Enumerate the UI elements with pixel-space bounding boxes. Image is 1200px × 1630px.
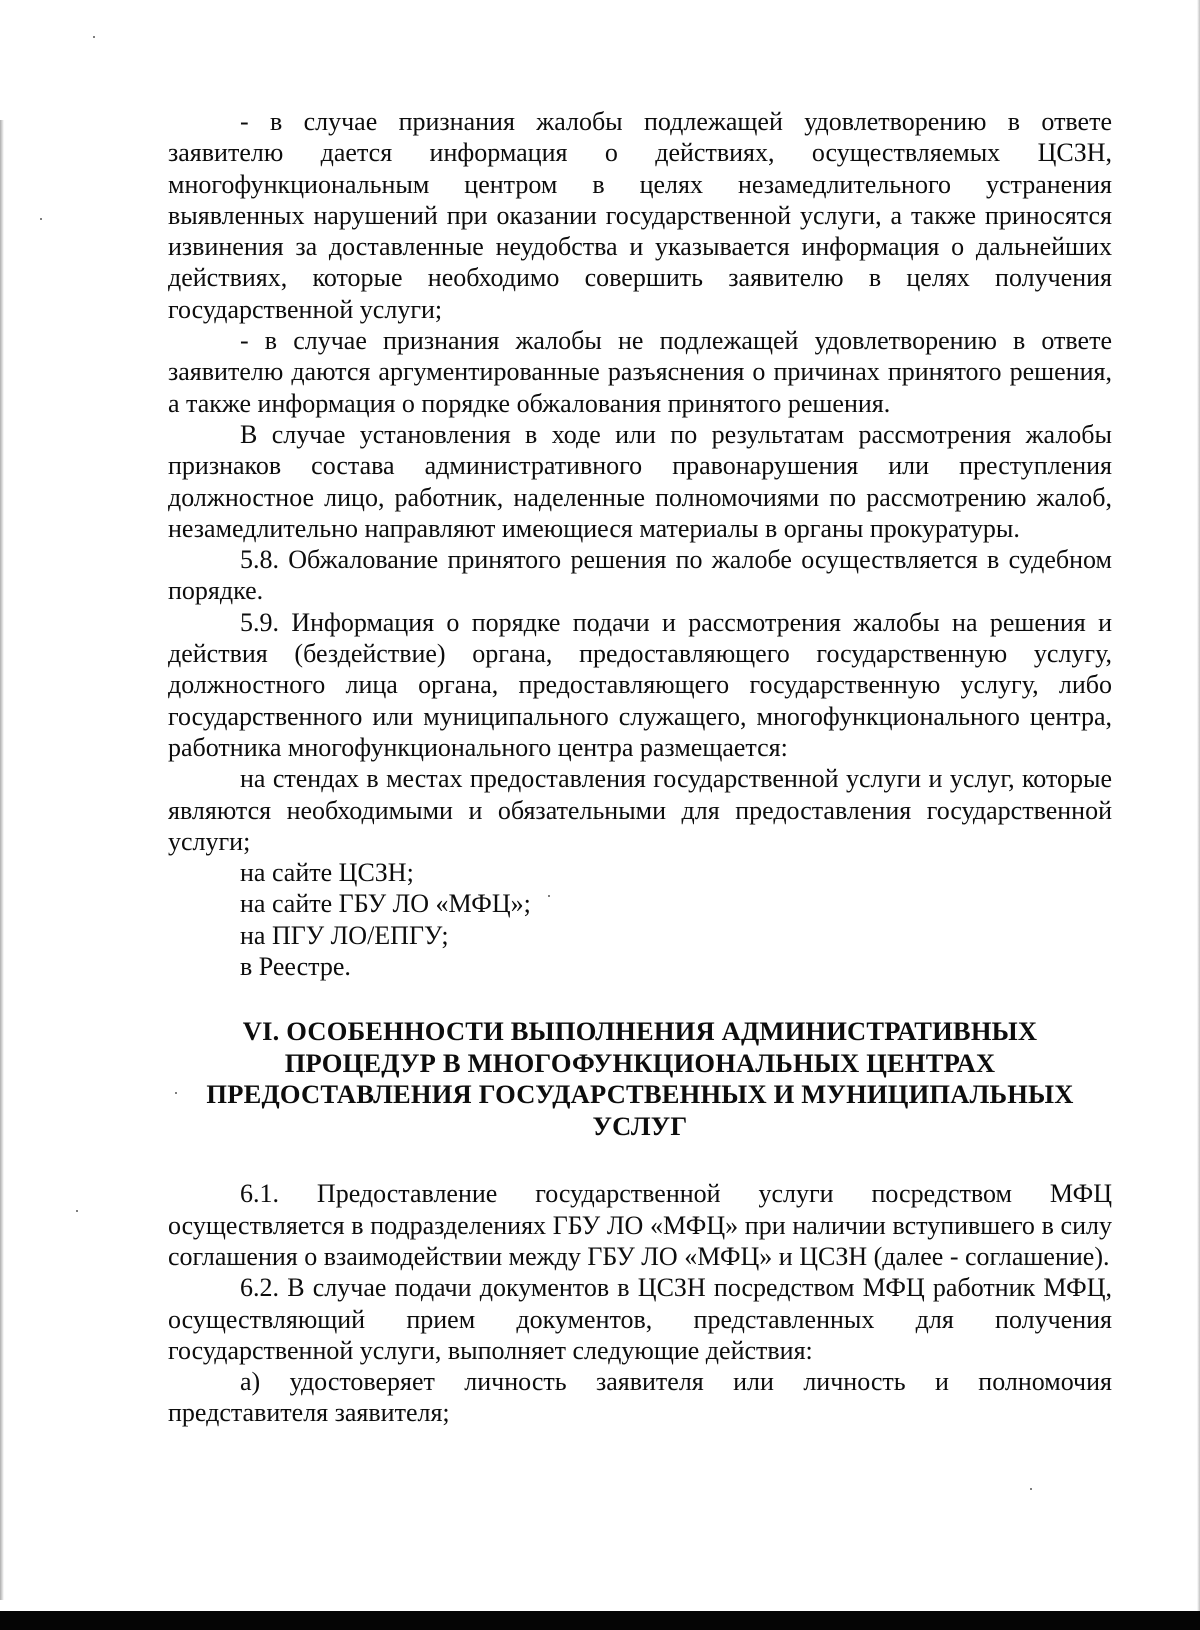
scan-speck: [76, 1210, 78, 1212]
paragraph-offense-signs: В случае установления в ходе или по результатам рассмотрения жалобы признаков состава административного правонарушения или преступления должностное лицо, работник, наделенные полномочиями по рассмотрению жалоб, незамедлительно направляют имеющиеся материалы в органы прокуратуры.: [168, 419, 1112, 543]
paragraph-5-9: 5.9. Информация о порядке подачи и рассмотрения жалобы на решения и действия (бездействие) органа, предоставляющего государственную услугу, должностного лица органа, предоставляющего государственную услугу, либо государственного или муниципального служащего, многофункционального центра, работника многофункционального центра размещается:: [168, 607, 1112, 762]
paragraph-5-8: 5.8. Обжалование принятого решения по жалобе осуществляется в судебном порядке.: [168, 545, 1112, 606]
paragraph-6-2: 6.2. В случае подачи документов в ЦСЗН посредством МФЦ работник МФЦ, осуществляющий прием документов, представленных для получения государственной услуги, выполняет следующие действия:: [168, 1273, 1112, 1365]
paragraph-6-1: 6.1. Предоставление государственной услуги посредством МФЦ осуществляется в подразделениях ГБУ ЛО «МФЦ» при наличии вступившего в силу соглашения о взаимодействии между ГБУ ЛО «МФЦ» и ЦСЗН (далее - соглашение).: [168, 1179, 1112, 1271]
scan-bottom-border: [0, 1611, 1200, 1630]
list-item-placement: на сайте ЦСЗН;: [240, 858, 414, 888]
scan-speck: [40, 218, 42, 220]
scan-left-edge-shadow: [0, 120, 4, 1600]
list-item-placement: на сайте ГБУ ЛО «МФЦ»;: [240, 889, 531, 919]
paragraph-stands: на стендах в местах предоставления государственной услуги и услуг, которые являются необходимыми и обязательными для предоставления государственной услуги;: [168, 764, 1112, 856]
paragraph-complaint-rejected: - в случае признания жалобы не подлежащей удовлетворению в ответе заявителю даются аргументированные разъяснения о причинах принятого решения, а также информация о порядке обжалования принятого решения.: [168, 326, 1112, 418]
document-body: [168, 106, 1112, 1429]
scan-speck: [93, 36, 95, 38]
list-item-placement: в Реестре.: [240, 952, 351, 982]
paragraph-complaint-satisfied: - в случае признания жалобы подлежащей удовлетворению в ответе заявителю дается информация о действиях, осуществляемых ЦСЗН, многофункциональным центром в целях незамедлительного устранения выявленных нарушений при оказании государственной услуги, а также приносятся извинения за доставленные неудобства и указывается информация о дальнейших действиях, которые необходимо совершить заявителю в целях получения государственной услуги;: [168, 107, 1112, 324]
list-item-placement: на ПГУ ЛО/ЕПГУ;: [240, 920, 449, 950]
section-6-heading: VI. ОСОБЕННОСТИ ВЫПОЛНЕНИЯ АДМИНИСТРАТИВНЫХ ПРОЦЕДУР В МНОГОФУНКЦИОНАЛЬНЫХ ЦЕНТРАХ ПРЕДОСТАВЛЕНИЯ ГОСУДАРСТВЕННЫХ И МУНИЦИПАЛЬНЫХ УСЛУГ: [206, 1016, 1074, 1141]
scan-speck: [1030, 1488, 1032, 1490]
paragraph-6-2-a: а) удостоверяет личность заявителя или личность и полномочия представителя заявителя;: [168, 1367, 1112, 1428]
